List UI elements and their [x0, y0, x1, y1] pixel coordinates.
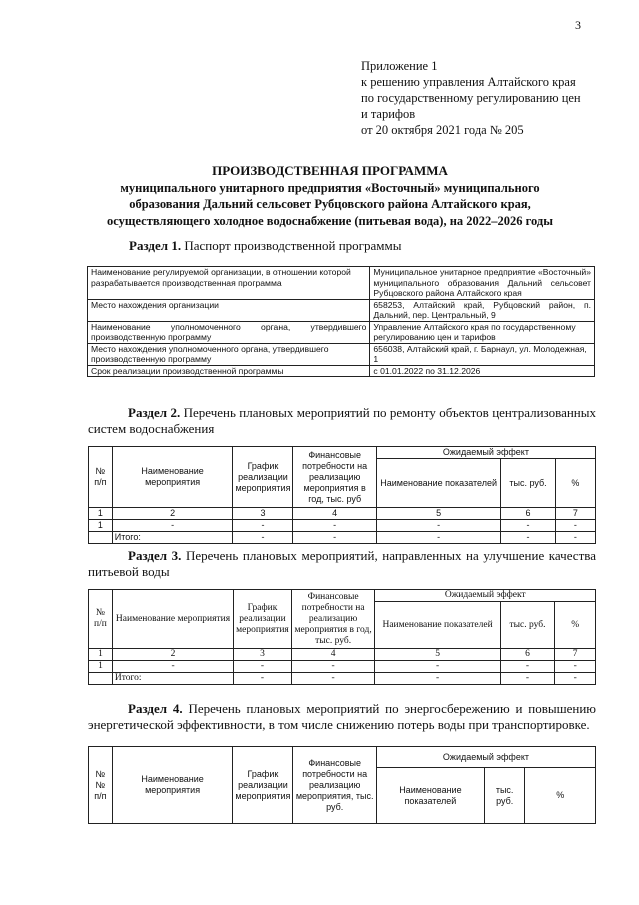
title-line: образования Дальний сельсовет Рубцовского района Алтайского края, — [129, 197, 531, 211]
header-num: №№ п/п — [89, 747, 113, 824]
title-line: муниципального унитарного предприятия «Восточный» муниципального — [120, 180, 540, 195]
passport-value: 656038, Алтайский край, г. Барнаул, ул. Молодежная, 1 — [370, 343, 595, 365]
passport-label: Наименование регулируемой организации, в отношении которой разрабатывается производственная программа — [88, 267, 370, 300]
section1-label: Раздел 1. — [129, 238, 182, 253]
empty-cell — [89, 673, 113, 685]
section4-heading — [88, 701, 596, 733]
column-number: 2 — [112, 508, 233, 520]
cell: - — [112, 661, 233, 673]
cell: - — [376, 520, 501, 532]
table-row — [88, 343, 595, 365]
section4-label: Раздел 4. — [128, 701, 183, 716]
cell: - — [500, 673, 555, 685]
total-label: Итого: — [112, 532, 233, 544]
passport-label: Срок реализации производственной программы — [88, 365, 370, 377]
column-number: 6 — [501, 508, 555, 520]
cell: - — [233, 532, 293, 544]
cell: - — [501, 520, 555, 532]
passport-value: Муниципальное унитарное предприятие «Восточный» муниципального образования Дальний сельсовет Рубцовского района Алтайского края — [370, 267, 595, 300]
cell: - — [555, 673, 596, 685]
header-name: Наименование мероприятия — [112, 590, 233, 649]
cell: - — [112, 520, 233, 532]
section3-heading — [88, 548, 596, 580]
cell: - — [234, 661, 292, 673]
section1-text: Паспорт производственной программы — [184, 238, 402, 253]
column-number: 7 — [555, 508, 595, 520]
header-effect: Ожидаемый эффект — [375, 590, 596, 602]
header-percent: % — [555, 459, 595, 508]
cell: - — [376, 532, 501, 544]
passport-label: Наименование уполномоченного органа, утвердившего производственную программу — [88, 321, 370, 343]
appendix-line: к решению управления Алтайского края — [361, 75, 576, 89]
header-num: № п/п — [89, 590, 113, 649]
section3-label: Раздел 3. — [128, 548, 182, 563]
table-row — [88, 267, 595, 300]
table-row — [89, 673, 596, 685]
column-number: 5 — [375, 649, 500, 661]
section1-heading — [129, 238, 401, 254]
cell: - — [233, 520, 293, 532]
column-number: 1 — [89, 649, 113, 661]
header-num: № п/п — [89, 447, 113, 508]
cell: - — [555, 661, 596, 673]
table-row — [89, 649, 596, 661]
section4-table — [88, 746, 596, 824]
section2-label: Раздел 2. — [128, 405, 181, 420]
table-row — [89, 520, 596, 532]
passport-value: Управление Алтайского края по государственному регулированию цен и тарифов — [370, 321, 595, 343]
passport-label: Место нахождения организации — [88, 299, 370, 321]
header-finance: Финансовые потребности на реализацию мероприятия в год, тыс. руб — [293, 447, 376, 508]
header-name: Наименование мероприятия — [112, 447, 233, 508]
cell: - — [375, 673, 500, 685]
cell: - — [555, 532, 595, 544]
header-effect: Ожидаемый эффект — [376, 747, 595, 768]
passport-table — [87, 266, 595, 377]
column-number: 6 — [500, 649, 555, 661]
title-line: ПРОИЗВОДСТВЕННАЯ ПРОГРАММА — [212, 163, 448, 178]
appendix-line: по государственному регулированию цен — [361, 91, 581, 105]
header-schedule: График реализации мероприятия — [233, 447, 293, 508]
column-number: 3 — [233, 508, 293, 520]
header-percent: % — [555, 602, 596, 649]
column-number: 4 — [293, 508, 376, 520]
header-indicator: Наименование показателей — [376, 768, 484, 824]
passport-value: 658253, Алтайский край, Рубцовский район, п. Дальний, пер. Центральный, 9 — [370, 299, 595, 321]
section3-text: Перечень плановых мероприятий, направленных на улучшение качества питьевой воды — [88, 548, 596, 579]
cell: 1 — [89, 661, 113, 673]
section4-text: Перечень плановых мероприятий по энергосбережению и повышению энергетической эффективности, в том числе снижению потерь воды при транспортировке. — [88, 701, 596, 732]
appendix-line: Приложение 1 — [361, 59, 438, 73]
cell: - — [234, 673, 292, 685]
header-indicator: Наименование показателей — [376, 459, 501, 508]
cell: - — [500, 661, 555, 673]
table-row — [89, 661, 596, 673]
appendix-line: от 20 октября 2021 года № 205 — [361, 123, 524, 137]
passport-label: Место нахождения уполномоченного органа, утвердившего производственную программу — [88, 343, 370, 365]
section3-table — [88, 589, 596, 685]
cell: - — [501, 532, 555, 544]
cell: - — [555, 520, 595, 532]
column-number: 4 — [291, 649, 375, 661]
table-row — [89, 532, 596, 544]
header-indicator: Наименование показателей — [375, 602, 500, 649]
header-percent: % — [525, 768, 596, 824]
header-name: Наименование мероприятия — [112, 747, 233, 824]
header-thousand: тыс. руб. — [501, 459, 555, 508]
appendix-line: и тарифов — [361, 107, 416, 121]
header-finance: Финансовые потребности на реализацию мероприятия в год, тыс. руб. — [291, 590, 375, 649]
cell: - — [293, 532, 376, 544]
section2-heading — [88, 405, 596, 437]
cell: - — [291, 673, 375, 685]
table-row — [88, 365, 595, 377]
table-row — [88, 321, 595, 343]
cell: 1 — [89, 520, 113, 532]
header-schedule: График реализации мероприятия — [233, 747, 293, 824]
table-row — [89, 508, 596, 520]
empty-cell — [89, 532, 113, 544]
header-thousand: тыс. руб. — [500, 602, 555, 649]
header-thousand: тыс. руб. — [484, 768, 525, 824]
column-number: 1 — [89, 508, 113, 520]
section2-text: Перечень плановых мероприятий по ремонту объектов централизованных систем водоснабжения — [88, 405, 596, 436]
section2-table — [88, 446, 596, 544]
header-effect: Ожидаемый эффект — [376, 447, 595, 459]
column-number: 2 — [112, 649, 233, 661]
cell: - — [293, 520, 376, 532]
column-number: 3 — [234, 649, 292, 661]
column-number: 7 — [555, 649, 596, 661]
title-line: осуществляющего холодное водоснабжение (питьевая вода), на 2022–2026 годы — [107, 213, 553, 228]
column-number: 5 — [376, 508, 501, 520]
page-number: 3 — [575, 18, 581, 32]
passport-value: с 01.01.2022 по 31.12.2026 — [370, 365, 595, 377]
document-title — [60, 163, 600, 229]
cell: - — [291, 661, 375, 673]
table-row — [88, 299, 595, 321]
total-label: Итого: — [112, 673, 233, 685]
appendix-block — [361, 58, 581, 138]
header-schedule: График реализации мероприятия — [234, 590, 292, 649]
cell: - — [375, 661, 500, 673]
header-finance: Финансовые потребности на реализацию мероприятия, тыс. руб. — [293, 747, 376, 824]
